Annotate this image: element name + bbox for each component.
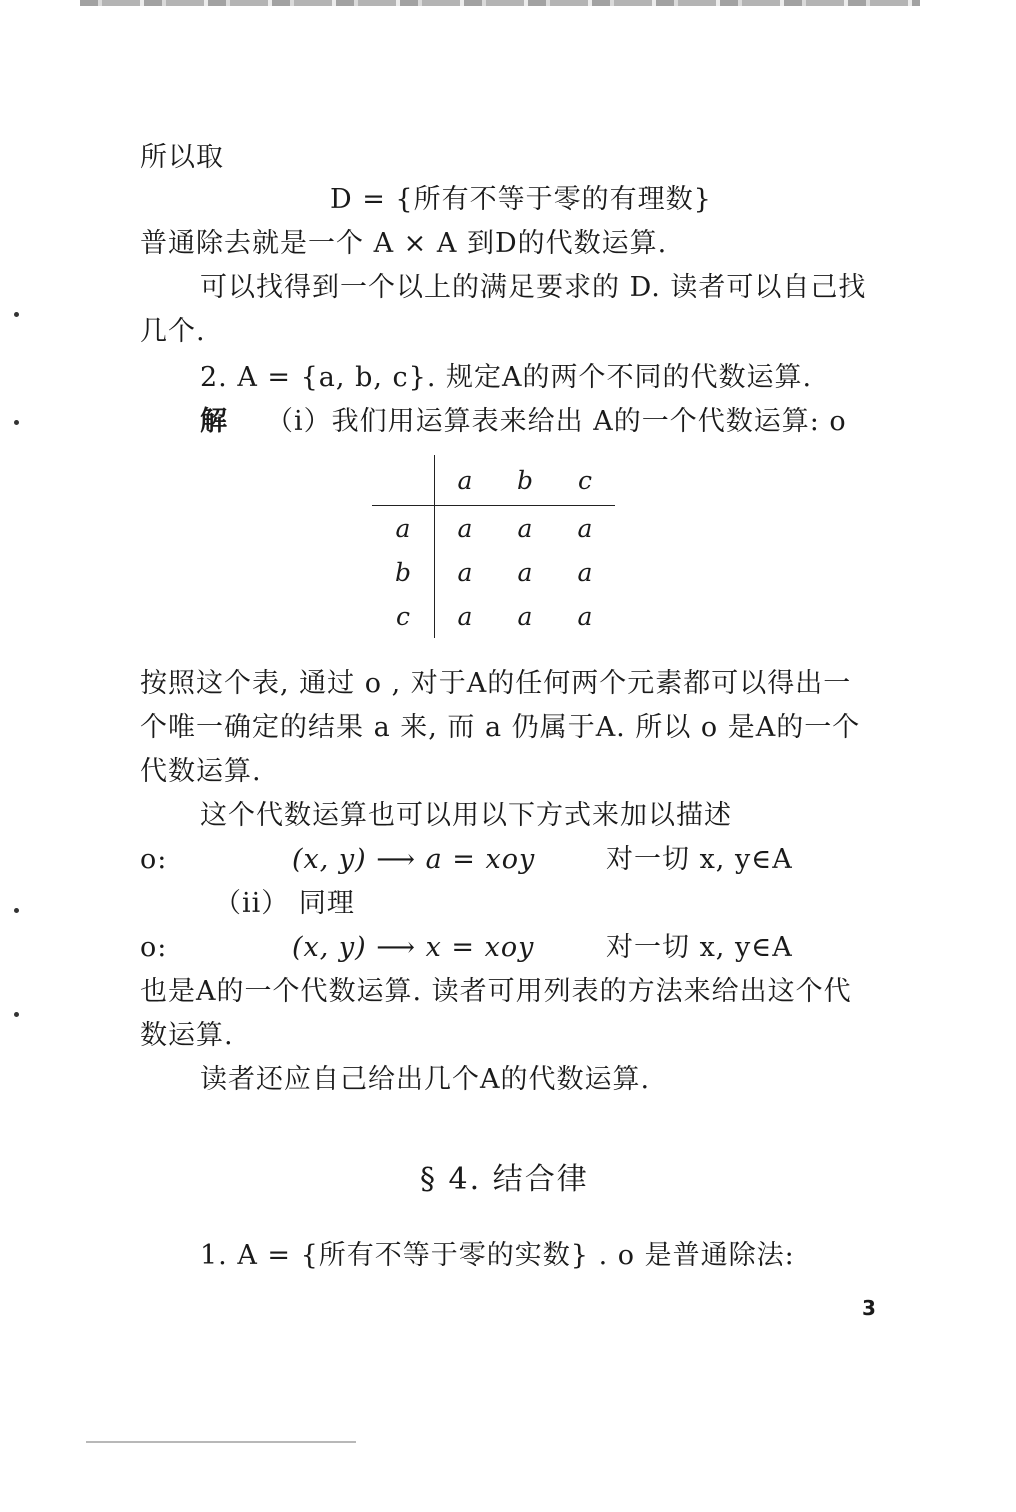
table-corner [372, 455, 435, 506]
table-cell: a [517, 513, 533, 543]
table-cell: a [457, 513, 473, 543]
table-cell: a [577, 601, 593, 631]
page-number: 3 [862, 1296, 876, 1320]
margin-mark [14, 1012, 19, 1017]
text-line: 读者还应自己给出几个A的代数运算. [200, 1064, 651, 1095]
table-cell: a [457, 557, 473, 587]
scan-bottom-edge [86, 1441, 356, 1443]
text-line: 几个. [140, 316, 206, 347]
section-heading: § 4. 结合律 [420, 1162, 589, 1197]
table-row-header: c [372, 594, 435, 638]
case-ii: （ii） 同理 [214, 888, 355, 919]
text-line: 所以取 [140, 142, 224, 173]
operation-symbol: o: [140, 844, 168, 875]
solution-label: 解 [200, 406, 228, 437]
equation-d: D = {所有不等于零的有理数} [330, 184, 712, 215]
table-cell: a [457, 601, 473, 631]
table-row-header: b [372, 550, 435, 594]
operation-symbol: o: [140, 932, 168, 963]
table-cell: a [517, 557, 533, 587]
table-cell: a [577, 557, 593, 587]
margin-mark [14, 420, 19, 425]
text-line: 可以找得到一个以上的满足要求的 D. 读者可以自己找 [200, 272, 867, 303]
table-col-header: a [435, 455, 496, 506]
text-line: 数运算. [140, 1020, 234, 1051]
margin-mark [14, 908, 19, 913]
text-line: 这个代数运算也可以用以下方式来加以描述 [200, 800, 732, 831]
mapping-condition: 对一切 x, y∈A [606, 932, 793, 963]
text-line: （i）我们用运算表来给出 A的一个代数运算: o [266, 406, 847, 437]
table-col-header: b [495, 455, 555, 506]
scan-top-edge [80, 0, 920, 6]
table-row-header: a [372, 506, 435, 551]
mapping-formula: (x, y) ⟶ a = xoy [292, 844, 536, 875]
table-row [372, 506, 615, 551]
text-line: 个唯一确定的结果 a 来, 而 a 仍属于A. 所以 o 是A的一个 [140, 712, 861, 743]
text-line: 按照这个表, 通过 o , 对于A的任何两个元素都可以得出一 [140, 668, 852, 699]
problem-2: 2. A = {a, b, c}. 规定A的两个不同的代数运算. [200, 362, 813, 393]
mapping-condition: 对一切 x, y∈A [606, 844, 793, 875]
table-cell: a [517, 601, 533, 631]
mapping-formula: (x, y) ⟶ x = xoy [292, 932, 535, 963]
operation-table [372, 455, 615, 638]
table-col-header: c [555, 455, 615, 506]
text-line: 普通除去就是一个 A × A 到D的代数运算. [140, 228, 668, 259]
text-line: 代数运算. [140, 756, 262, 787]
table-cell: a [577, 513, 593, 543]
margin-mark [14, 312, 19, 317]
text-line: 也是A的一个代数运算. 读者可用列表的方法来给出这个代 [140, 976, 852, 1007]
table-row [372, 594, 615, 638]
problem-1: 1. A = {所有不等于零的实数} . o 是普通除法: [200, 1240, 795, 1271]
table-row [372, 550, 615, 594]
